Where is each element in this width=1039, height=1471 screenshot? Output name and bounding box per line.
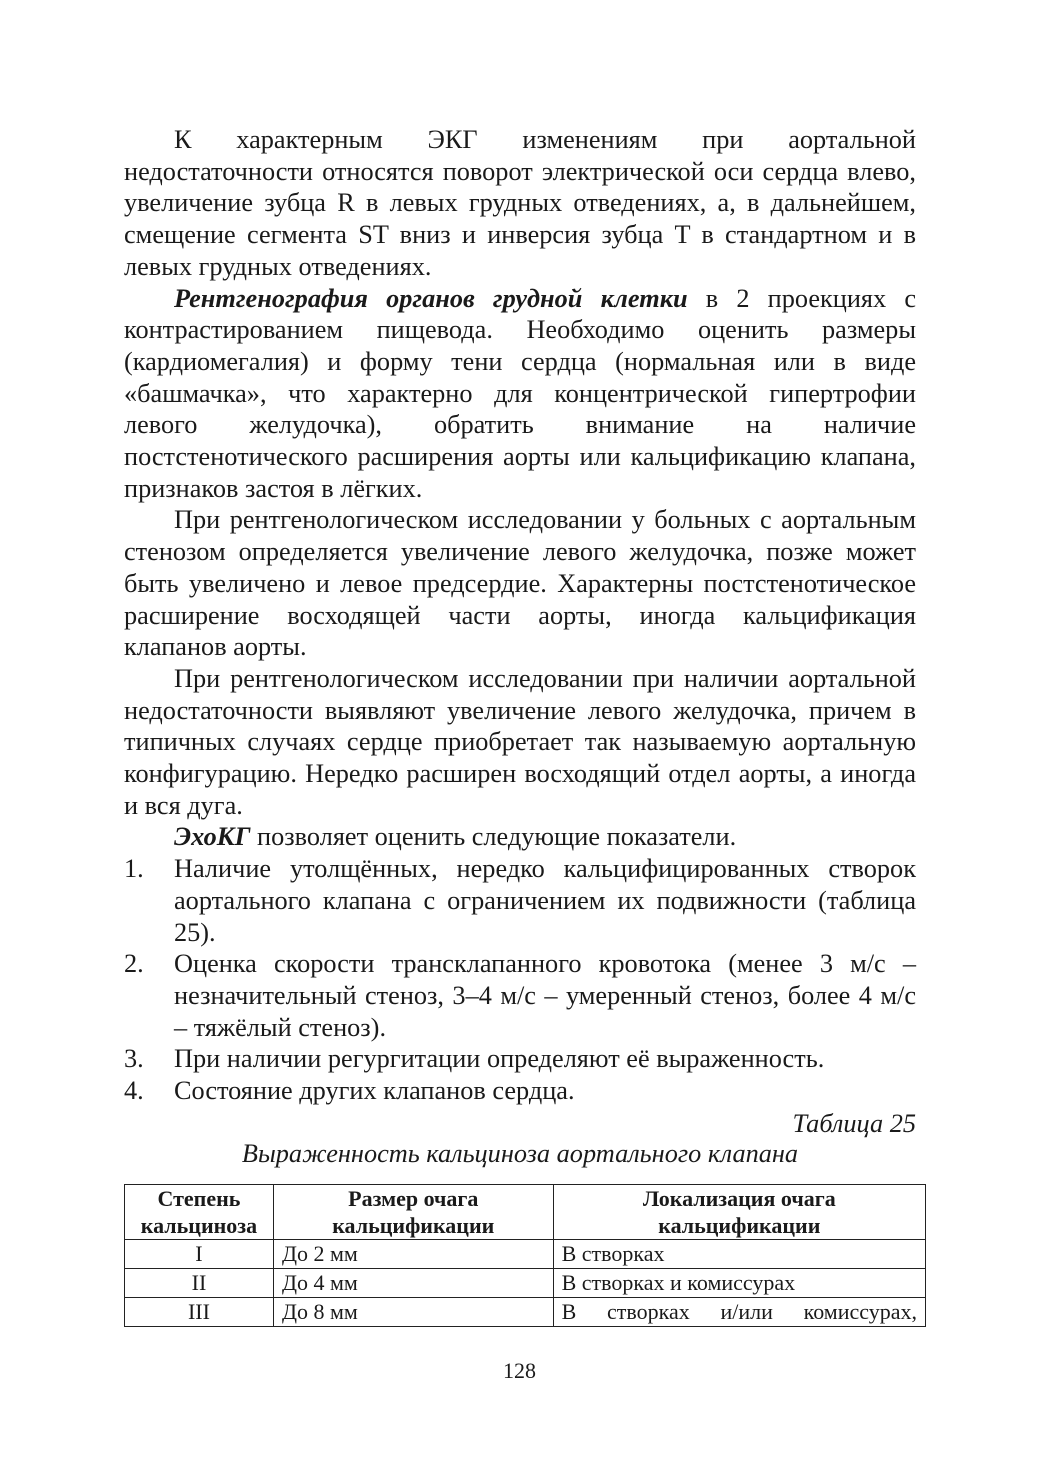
list-number: 4.: [124, 1076, 144, 1106]
echo-list: [124, 853, 916, 1107]
table-row: [125, 1240, 926, 1269]
cell-location: В створках и/или комиссурах,: [553, 1298, 925, 1327]
table-caption: Выраженность кальциноза аортального клапана: [241, 1138, 799, 1168]
list-number: 3.: [124, 1044, 144, 1074]
xray-text: в 2 проекциях с контрастированием пищевода. Необходимо оценить размеры (кардиомегалия) и форму тени сердца (нормальная или в виде «башмачка», что характерно для концентрической гипертрофии левого желудочка), обратить внимание на наличие постстенотического расширения аорты или кальцификацию клапана, признаков застоя в лёгких.: [124, 283, 916, 503]
echo-heading: ЭхоКГ: [174, 822, 251, 852]
cell-location: В створках: [553, 1240, 925, 1269]
table-row: [125, 1269, 926, 1298]
table-number: Таблица 25: [792, 1108, 916, 1138]
list-text: Оценка скорости трансклапанного кровотока (менее 3 м/с – незначительный стеноз, 3–4 м/с – умеренный стеноз, более 4 м/с – тяжёлый стеноз).: [174, 949, 916, 1042]
cell-degree: III: [125, 1298, 274, 1327]
list-number: 1.: [124, 854, 144, 884]
echo-text: позволяет оценить следующие показатели.: [250, 822, 737, 852]
list-number: 2.: [124, 949, 144, 979]
cell-size: До 2 мм: [273, 1240, 553, 1269]
list-item: [124, 948, 916, 1043]
header-size: Размер очага кальцификации: [273, 1185, 553, 1240]
xray-heading: Рентгенография органов грудной клетки: [174, 283, 688, 313]
paragraph-echo: [124, 821, 916, 853]
calcification-table: [124, 1184, 926, 1327]
header-degree: Степень кальциноза: [125, 1185, 274, 1240]
paragraph-xray-insufficiency: При рентгенологическом исследовании при наличии аортальной недостаточности выявляют увеличение левого желудочка, причем в типичных случаях сердце приобретает так называемую аортальную конфигурацию. Нередко расширен восходящий отдел аорты, а иногда и вся дуга.: [124, 663, 916, 820]
page-body: [124, 124, 916, 1168]
paragraph-ecg: К характерным ЭКГ изменениям при аортальной недостаточности относятся поворот электрической оси сердца влево, увеличение зубца R в левых грудных отведениях, а, в дальнейшем, смещение сегмента ST вниз и инверсия зубца T в стандартном и в левых грудных отведениях.: [124, 125, 916, 281]
list-text: Состояние других клапанов сердца.: [174, 1076, 575, 1106]
page-number: 128: [503, 1358, 536, 1383]
list-item: [124, 1043, 916, 1075]
table-row: [125, 1298, 926, 1327]
list-text: При наличии регургитации определяют её выраженность.: [174, 1044, 825, 1074]
list-item: [124, 1075, 916, 1107]
list-item: [124, 853, 916, 948]
paragraph-xray-stenosis: При рентгенологическом исследовании у больных с аортальным стенозом определяется увеличение левого желудочка, позже может быть увеличено и левое предсердие. Характерны постстенотическое расширение восходящей части аорты, иногда кальцификация клапанов аорты.: [124, 505, 916, 662]
cell-size: До 8 мм: [273, 1298, 553, 1327]
paragraph-xray: [124, 283, 916, 505]
table-header-row: [125, 1185, 926, 1240]
cell-degree: II: [125, 1269, 274, 1298]
cell-location: В створках и комиссурах: [553, 1269, 925, 1298]
header-location: Локализация очага кальцификации: [553, 1185, 925, 1240]
cell-degree: I: [125, 1240, 274, 1269]
cell-size: До 4 мм: [273, 1269, 553, 1298]
list-text: Наличие утолщённых, нередко кальцифицированных створок аортального клапана с ограничением их подвижности (таблица 25).: [174, 854, 916, 947]
